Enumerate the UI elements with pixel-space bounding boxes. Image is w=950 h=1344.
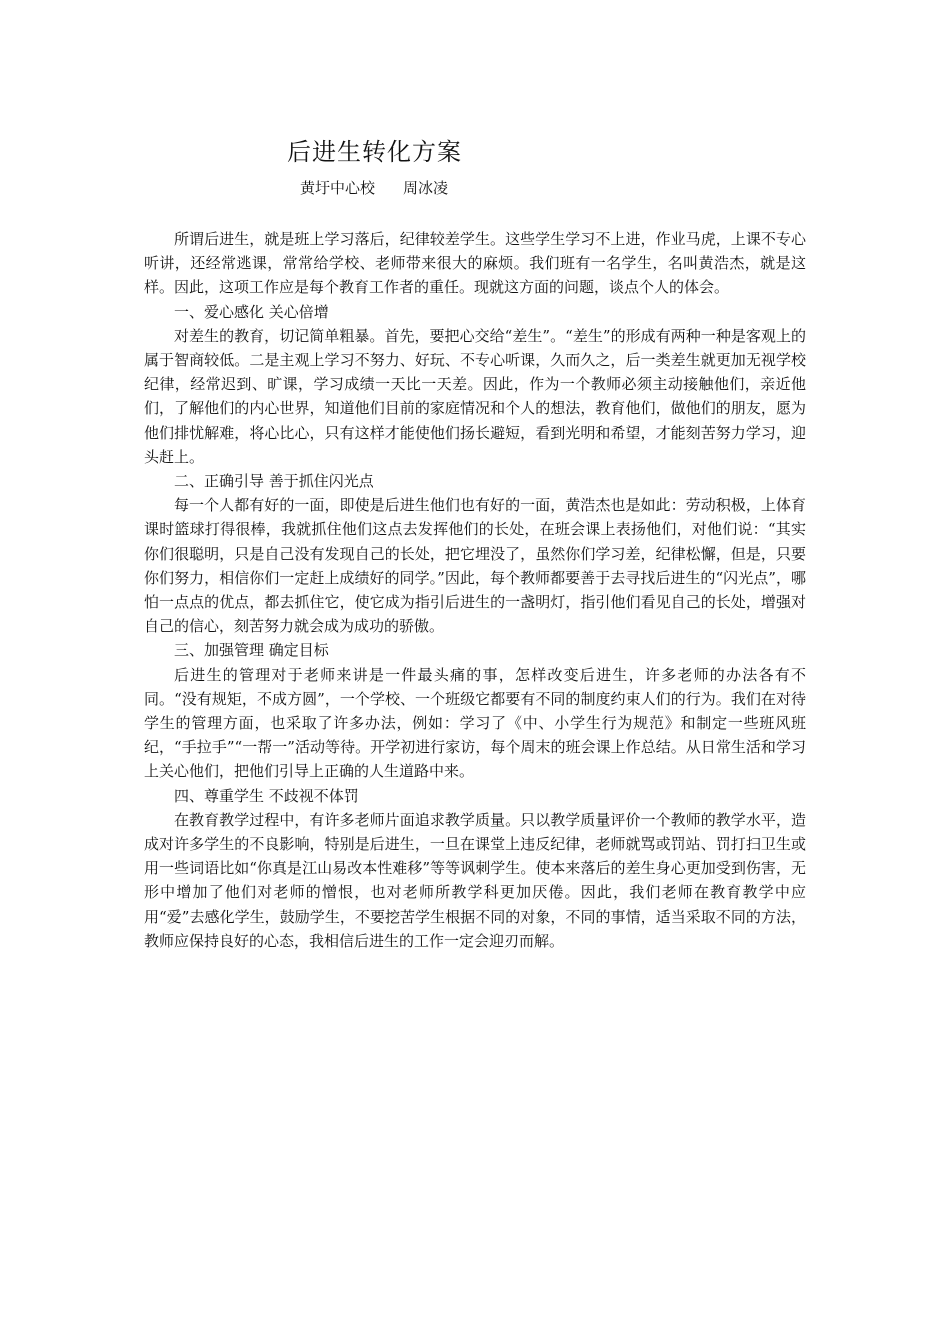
section-heading-2: 二、正确引导 善于抓住闪光点 [174,472,374,491]
section-heading-1: 一、爱心感化 关心倍增 [174,302,329,321]
byline [300,177,448,199]
document-body [144,227,806,953]
section-paragraph-4: 在教育教学过程中，有许多老师片面追求教学质量。只以教学质量评价一个教师的教学水平，造成对许多学生的不良影响，特别是后进生，一旦在课堂上违反纪律，老师就骂或罚站、罚打扫卫生或用一些词语比如“你真是江山易改本性难移”等等讽刺学生。使本来落后的差生身心更加受到伤害，无形中增加了他们对老师的憎恨，也对老师所教学科更加厌倦。因此，我们老师在教育教学中应用“爱”去感化学生，鼓励学生，不要挖苦学生根据不同的对象，不同的事情，适当采取不同的方法，教师应保持良好的心态，我相信后进生的工作一定会迎刃而解。 [144,810,806,950]
section-paragraph-2: 每一个人都有好的一面，即使是后进生他们也有好的一面，黄浩杰也是如此：劳动积极，上体育课时篮球打得很棒，我就抓住他们这点去发挥他们的长处，在班会课上表扬他们，对他们说：“其实你们很聪明，只是自己没有发现自己的长处，把它埋没了，虽然你们学习差，纪律松懈，但是，只要你们努力，相信你们一定赶上成绩好的同学。”因此，每个教师都要善于去寻找后进生的“闪光点”，哪怕一点点的优点，都去抓住它，使它成为指引后进生的一盏明灯，指引他们看见自己的长处，增强对自己的信心，刻苦努力就会成为成功的骄傲。 [144,496,806,636]
section-heading-4: 四、尊重学生 不歧视不体罚 [174,786,359,805]
document-title: 后进生转化方案 [287,138,462,166]
author-name: 周冰凌 [403,179,449,197]
section-heading-3: 三、加强管理 确定目标 [174,641,329,660]
school-name: 黄圩中心校 [300,179,376,197]
intro-paragraph: 所谓后进生，就是班上学习落后，纪律较差学生。这些学生学习不上进，作业马虎，上课不专心听讲，还经常逃课，常常给学校、老师带来很大的麻烦。我们班有一名学生，名叫黄浩杰，就是这样。因此，这项工作应是每个教育工作者的重任。现就这方面的问题，谈点个人的体会。 [144,230,806,297]
section-paragraph-3: 后进生的管理对于老师来讲是一件最头痛的事，怎样改变后进生，许多老师的办法各有不同。“没有规矩，不成方圆”，一个学校、一个班级它都要有不同的制度约束人们的行为。我们在对待学生的管理方面，也采取了许多办法，例如：学习了《中、小学生行为规范》和制定一些班风班纪，“手拉手”“一帮一”活动等待。开学初进行家访，每个周末的班会课上作总结。从日常生活和学习上关心他们，把他们引导上正确的人生道路中来。 [144,665,806,781]
section-paragraph-1: 对差生的教育，切记简单粗暴。首先，要把心交给“差生”。“差生”的形成有两种一种是客观上的属于智商较低。二是主观上学习不努力、好玩、不专心听课，久而久之，后一类差生就更加无视学校纪律，经常迟到、旷课，学习成绩一天比一天差。因此，作为一个教师必须主动接触他们，亲近他们，了解他们的内心世界，知道他们目前的家庭情况和个人的想法，教育他们，做他们的朋友，愿为他们排忧解难，将心比心，只有这样才能使他们扬长避短，看到光明和希望，才能刻苦努力学习，迎头赶上。 [144,326,806,466]
